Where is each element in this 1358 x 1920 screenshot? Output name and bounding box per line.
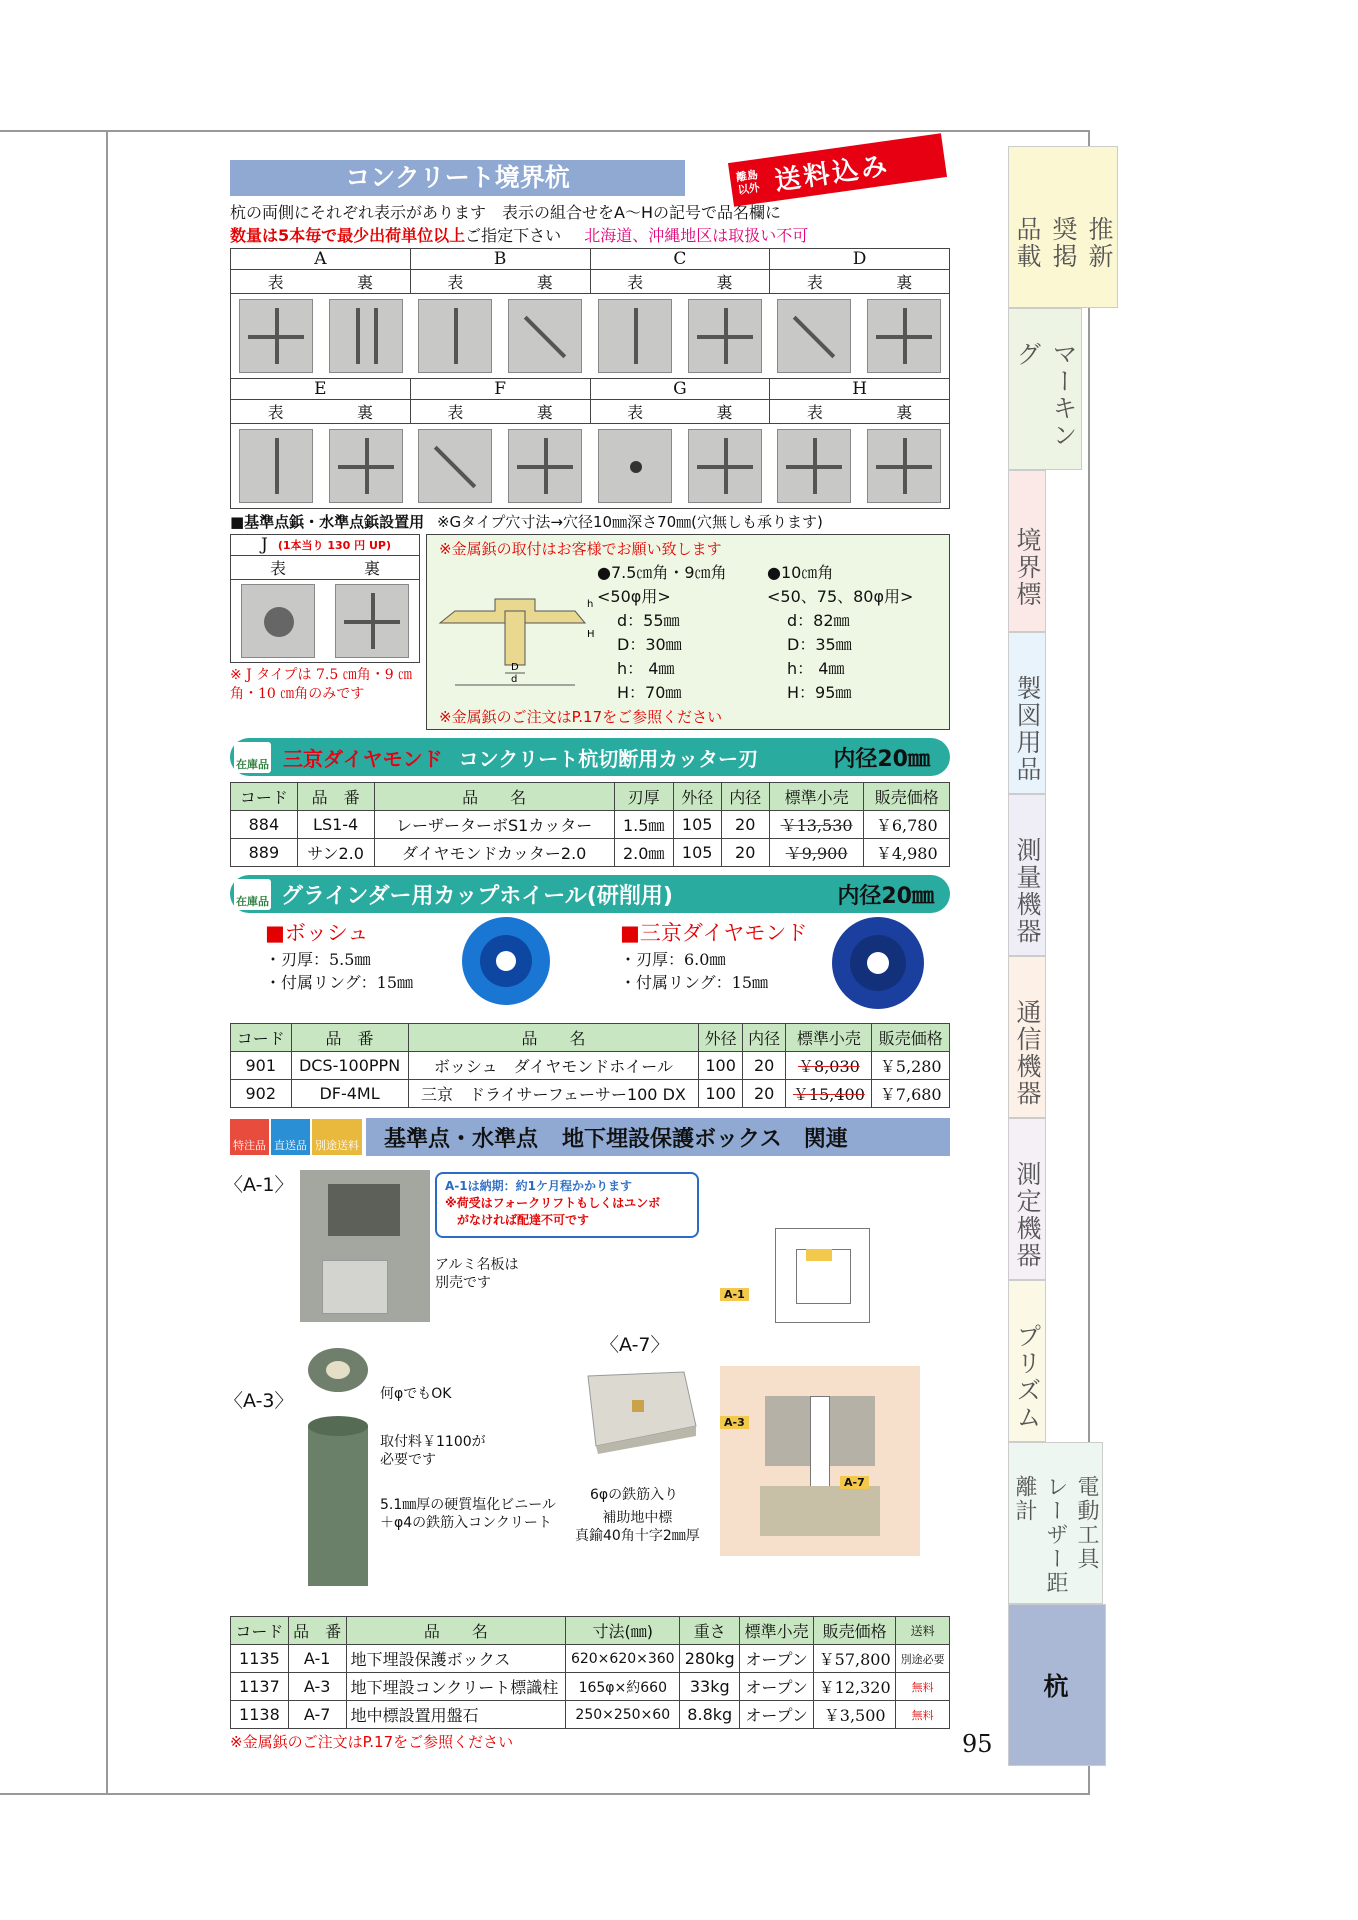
tab-measuring[interactable]: 測定機器 <box>1008 1118 1046 1280</box>
section-title-cup-wheel: 在庫品 グラインダー用カップホイール(研削用) 内径20㎜ <box>230 875 950 913</box>
type-row-1-letters <box>231 249 949 270</box>
spec-col-1: ●7.5㎝角・9㎝角 <50φ用> d：55㎜ D：30㎜ h： 4㎜ H：70㎜ <box>597 563 727 702</box>
drawing-tag-a1: A-1 <box>720 1288 749 1301</box>
stake-arrow-image <box>418 299 492 373</box>
diagram-label-d: d <box>511 674 518 685</box>
bosch-wheel-image <box>460 915 552 1007</box>
footer-order-note: ※金属鋲のご注文はP.17をご参照ください <box>230 1733 514 1751</box>
shipping-included-badge: 離島以外 送料込み <box>728 133 947 206</box>
cup-wheel-products <box>230 913 950 1023</box>
tab-prism[interactable]: プリズム <box>1008 1280 1046 1442</box>
tab-communication[interactable]: 通信機器 <box>1008 956 1046 1118</box>
tab-marking[interactable]: マーキング <box>1008 308 1082 470</box>
table-row: 884 LS1-4 レーザーターボS1カッター 1.5㎜ 105 20 ￥13,530 ￥6,780 <box>231 811 950 839</box>
section-title-underground-box: 特注品 直送品 別途送料 基準点・水準点 地下埋設保護ボックス 関連 <box>230 1118 950 1156</box>
tab-boundary[interactable]: 境界標 <box>1008 470 1046 632</box>
tab-power-tools[interactable]: 電動工具 レーザー距離計 <box>1008 1442 1103 1604</box>
j-type-letter: J <box>261 535 268 555</box>
bosch-product: ■ボッシュ ・刃厚：5.5㎜ ・付属リング：15㎜ <box>265 921 414 992</box>
metal-stud-note: ※金属鋲の取付はお客様でお願い致します <box>439 540 722 558</box>
stake-diagonal-image <box>508 299 582 373</box>
page-frame-top <box>0 130 1090 132</box>
diagram-label-h: h <box>587 599 594 610</box>
stake-hole-image <box>598 429 672 503</box>
stake-cross-image <box>688 429 762 503</box>
j-price-up: (1本当り 130 円 UP) <box>277 539 391 552</box>
stake-cross-image <box>867 299 941 373</box>
tab-surveying[interactable]: 測量機器 <box>1008 794 1046 956</box>
stake-cross-image <box>688 299 762 373</box>
section-title-concrete-stakes: コンクリート境界杭 <box>230 160 685 196</box>
type-letter: G <box>591 379 771 399</box>
a3-caption-material: 5.1㎜厚の硬質塩化ビニール ＋φ4の鉄筋入コンクリート <box>380 1497 556 1531</box>
stake-cross-image <box>335 584 409 658</box>
direct-ship-badge: 直送品 <box>271 1119 310 1155</box>
type-letter: D <box>852 249 867 269</box>
stock-badge: 在庫品 <box>234 879 271 910</box>
table-header-row: コード 品 番 品 名 外径 内径 標準小売 販売価格 <box>231 1024 950 1052</box>
stake-diagonal-image <box>418 429 492 503</box>
stake-cross-image <box>777 429 851 503</box>
type-row-1-sides: 表 裏 表 裏 表 裏 表 裏 <box>231 270 949 294</box>
a1-box-image <box>300 1170 430 1322</box>
a1-label: 〈A-1〉 <box>224 1174 294 1196</box>
table-row: 889 サン2.0 ダイヤモンドカッター2.0 2.0㎜ 105 20 ￥9,900 ￥4,980 <box>231 839 950 867</box>
tab-drafting[interactable]: 製図用品 <box>1008 632 1046 794</box>
order-note: ※金属鋲のご注文はP.17をご参照ください <box>439 708 723 726</box>
stake-j-hole-image <box>241 584 315 658</box>
spec-col-2: ●10㎝角 <50、75、80φ用> d：82㎜ D：35㎜ h： 4㎜ H：95㎜ <box>767 563 914 702</box>
type-letter: H <box>852 379 868 399</box>
j-type-block <box>230 534 950 730</box>
delivery-notice: A-1は納期：約1ケ月程かかります ※荷受はフォークリフトもしくはユンボ がなければ配達不可です <box>435 1172 699 1238</box>
stake-arrow-image <box>598 299 672 373</box>
j-type-note: ※ J タイプは 7.5 ㎝角・9 ㎝角・10 ㎝角のみです <box>230 667 413 702</box>
underground-box-table <box>230 1616 950 1729</box>
intro-line-2: 数量は5本毎で最少出荷単位以上ご指定下さい 北海道、沖縄地区は取扱い不可 <box>230 226 809 245</box>
a3-caption-any-diameter: 何φでもOK <box>380 1386 452 1402</box>
stake-cross-image <box>329 429 403 503</box>
stock-badge: 在庫品 <box>234 742 271 773</box>
page-number: 95 <box>962 1730 993 1758</box>
a7-caption-rebar: 6φの鉄筋入り <box>590 1487 679 1503</box>
page-frame-left <box>106 130 108 1795</box>
a3-caption-install-fee: 取付料￥1100が 必要です <box>380 1434 486 1468</box>
stake-cross-image <box>867 429 941 503</box>
tab-stakes[interactable]: 杭 <box>1008 1604 1106 1766</box>
table-row: 901 DCS-100PPN ボッシュ ダイヤモンドホイール 100 20 ￥8,030 ￥5,280 <box>231 1052 950 1080</box>
metal-stud-spec-box <box>426 534 950 730</box>
intro-line-1: 杭の両側にそれぞれ表示があります 表示の組合せをA～Hの記号で品名欄に <box>230 203 781 222</box>
type-letter: B <box>411 249 591 269</box>
diagram-label-D: D <box>511 662 519 673</box>
type-row-2-sides: 表 裏 表 裏 表 裏 表 裏 <box>231 400 949 424</box>
diagram-label-H: H <box>587 629 595 640</box>
stake-arrow-image <box>239 429 313 503</box>
type-letter: A <box>231 249 411 269</box>
a7-label: 〈A-7〉 <box>600 1334 670 1356</box>
stud-heading-line: ■基準点鋲・水準点鋲設置用 ※Gタイプ穴寸法→穴径10㎜深さ70㎜(穴無しも承ります) <box>230 513 823 531</box>
table-row: 1135 A-1 地下埋設保護ボックス 620×620×360 280kg オープン ￥57,800 別途必要 <box>231 1645 950 1673</box>
cup-wheel-table <box>230 1023 950 1108</box>
drawing-tag-a3: A-3 <box>720 1416 749 1429</box>
type-row-1-images <box>231 294 949 379</box>
type-letter: E <box>231 379 411 399</box>
sankyo-wheel-image <box>830 915 926 1011</box>
stake-diagonal-image <box>777 299 851 373</box>
drawing-tag-a7: A-7 <box>840 1476 869 1489</box>
a7-caption-sub-marker: 補助地中標 真鍮40角十字2㎜厚 <box>575 1510 700 1544</box>
table-header-row: コード 品 番 品 名 寸法(㎜) 重さ 標準小売 販売価格 送料 <box>231 1617 950 1645</box>
stake-cross-image <box>508 429 582 503</box>
a3-label: 〈A-3〉 <box>224 1390 294 1412</box>
type-letter: C <box>591 249 771 269</box>
cutter-table <box>230 782 950 867</box>
type-grid <box>230 248 950 509</box>
tab-recommended[interactable]: 推新 奨掲 品載 <box>1008 146 1118 308</box>
section-title-cutter: 在庫品 三京ダイヤモンド コンクリート杭切断用カッター刃 内径20㎜ <box>230 738 950 776</box>
metal-stud-diagram <box>435 589 595 689</box>
category-tabs <box>1008 146 1114 1766</box>
a7-slab-image <box>580 1366 704 1456</box>
stake-cross-image <box>239 299 313 373</box>
brand-name: 三京ダイヤモンド <box>283 746 443 771</box>
sankyo-product: ■三京ダイヤモンド ・刃厚：6.0㎜ ・付属リング：15㎜ <box>620 921 808 992</box>
a1-caption: アルミ名板は 別売です <box>435 1257 519 1291</box>
a3-pillar-image <box>300 1346 376 1596</box>
underground-box-products <box>224 1156 950 1616</box>
table-header-row: コード 品 番 品 名 刃厚 外径 内径 標準小売 販売価格 <box>231 783 950 811</box>
custom-order-badge: 特注品 <box>230 1119 269 1155</box>
table-row: 902 DF-4ML 三京 ドライサーフェーサー100 DX 100 20 ￥15,400 ￥7,680 <box>231 1080 950 1108</box>
extra-shipping-badge: 別途送料 <box>312 1119 362 1155</box>
j-type-panel: J (1本当り 130 円 UP) 表 裏 ※ J タイプは 7.5 ㎝角・9 ㎝角・10 ㎝角のみです <box>230 534 420 730</box>
type-row-2-letters <box>231 379 949 400</box>
type-letter: F <box>411 379 591 399</box>
table-row: 1137 A-3 地下埋設コンクリート標識柱 165φ×約660 33kg オープン ￥12,320 無料 <box>231 1673 950 1701</box>
table-row: 1138 A-7 地中標設置用盤石 250×250×60 8.8kg オープン ￥3,500 無料 <box>231 1701 950 1729</box>
stake-lines-image <box>329 299 403 373</box>
page-frame-bottom <box>0 1793 1090 1795</box>
installation-drawing <box>720 1216 950 1556</box>
type-row-2-images <box>231 424 949 508</box>
main-content <box>224 150 950 1752</box>
